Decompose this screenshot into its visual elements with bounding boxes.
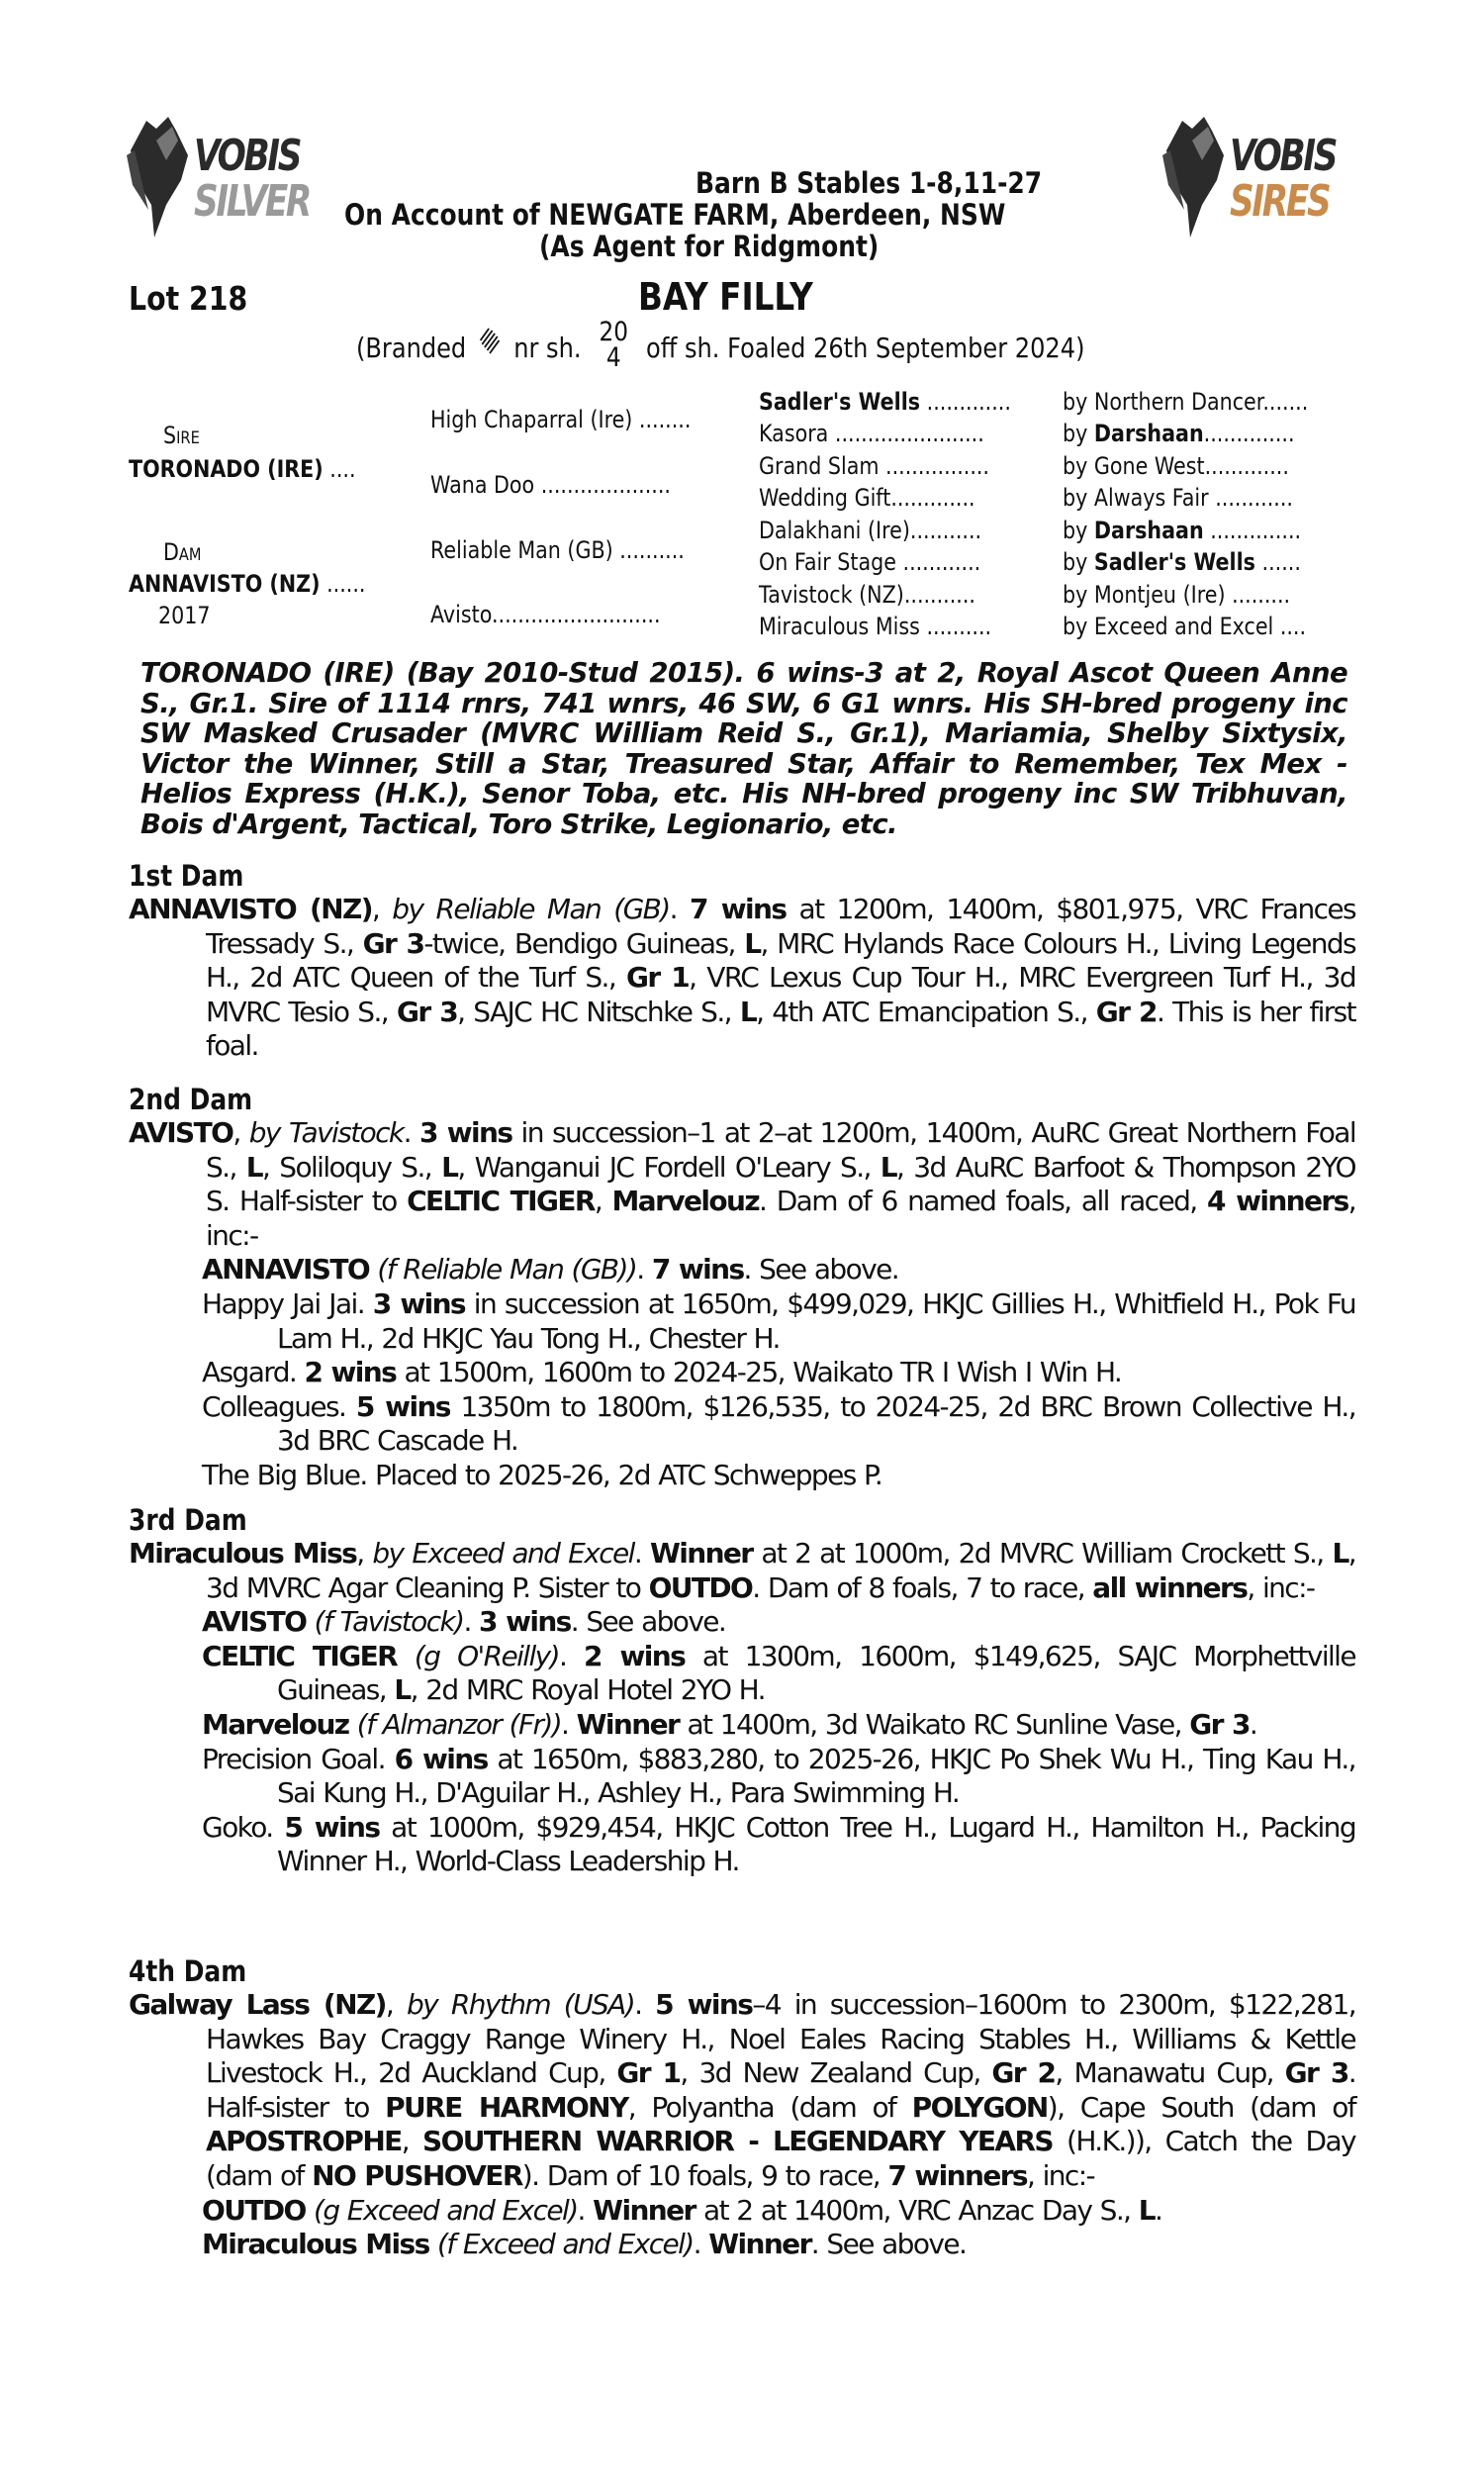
text-run: Gr 3 xyxy=(1284,2056,1348,2090)
pedigree-gen3-dam-line xyxy=(759,452,989,480)
text-run: by Tavistock xyxy=(248,1116,404,1149)
text-run: 7 winners xyxy=(887,2158,1027,2192)
text-run: SOUTHERN WARRIOR - LEGENDARY YEARS xyxy=(422,2125,1054,2158)
by-label: by xyxy=(1063,517,1094,544)
text-run: Winner xyxy=(576,1707,680,1741)
text-run: at 1200m, 1400m, $801,975, VRC Frances Tressady S., xyxy=(206,893,1355,960)
pedigree-gen3-dam-line xyxy=(759,613,991,640)
text-run: Winner xyxy=(593,2193,696,2227)
text-run: 3 wins xyxy=(372,1286,465,1320)
sire-label: Sire xyxy=(163,422,200,449)
text-run: . xyxy=(669,893,690,925)
text-run: . xyxy=(1249,1707,1257,1741)
text-run: at 1300m, 1600m, $149,625, SAJC Morphettville Guineas, xyxy=(277,1639,1355,1707)
brand-mark-icon xyxy=(477,327,503,356)
text-run: . Half-sister to xyxy=(206,2056,1356,2124)
pedigree-gen3-sire: Montjeu (Ire) xyxy=(1093,581,1226,609)
text-run: APOSTROPHE xyxy=(206,2125,402,2158)
text-run: . See above. xyxy=(810,2228,967,2261)
pedigree-gen3-name: Grand Slam xyxy=(759,452,880,480)
text-run: L xyxy=(744,926,761,960)
text-run: 2 wins xyxy=(584,1639,686,1672)
text-run: all winners xyxy=(1092,1570,1248,1604)
branding-line: (Branded nr sh. 20 4 off sh. Foaled 26th September 2024) xyxy=(356,317,1085,373)
text-run: –4 in succession–1600m to 2300m, $122,281, Hawkes Bay Craggy Range Winery H., Noel Eales Racing Stables H., Williams & Kettle Livestock H., 2d Auckland Cup, xyxy=(206,1988,1356,2090)
text-run: PURE HARMONY xyxy=(385,2090,628,2124)
text-run: . Dam of 6 named foals, all raced, xyxy=(759,1185,1207,1218)
text-run xyxy=(306,1605,314,1638)
pedigree-gen3-sire-line xyxy=(1063,388,1308,416)
progeny-entry xyxy=(129,1605,1355,1640)
text-run: Colleagues. xyxy=(202,1389,356,1423)
text-run: L xyxy=(1138,2193,1155,2227)
text-run: OUTDO xyxy=(648,1570,753,1604)
dam-section xyxy=(129,1503,1355,1879)
text-run: in succession–1 at 2–at 1200m, 1400m, AuRC Great Northern Foal S., xyxy=(206,1116,1356,1184)
pedigree-gen3-sire-line xyxy=(1063,484,1293,512)
progeny-entry xyxy=(129,1356,1355,1390)
text-run: (f Tavistock) xyxy=(314,1605,464,1639)
text-run: -twice, Bendigo Guineas, xyxy=(423,926,745,960)
dam-entry xyxy=(129,893,1355,1064)
text-run: Happy Jai Jai. xyxy=(202,1286,373,1320)
pedigree-gen3-sire-line xyxy=(1063,581,1290,609)
dam-heading: 1st Dam xyxy=(129,859,244,893)
progeny-entry xyxy=(129,1708,1355,1743)
text-run: 1350m to 1800m, $126,535, to 2024-25, 2d BRC Brown Collective H., 3d BRC Cascade H. xyxy=(277,1389,1355,1458)
text-run: . xyxy=(558,1639,585,1672)
text-run: , Wanganui JC Fordell O'Leary S., xyxy=(457,1150,881,1184)
text-run: Gr 1 xyxy=(616,2056,681,2090)
text-run: , 3d AuRC Barfoot & Thompson 2YO S. Half-sister to xyxy=(206,1150,1355,1218)
pedigree-gen3-name: Wedding Gift xyxy=(759,484,891,512)
text-run xyxy=(429,2228,437,2260)
dam-section xyxy=(129,859,1355,1064)
pedigree-gen3-sire: Northern Dancer xyxy=(1093,388,1263,416)
vobis-silver-logo: VOBIS SILVER xyxy=(127,111,325,239)
text-run: (f Almanzor (Fr)) xyxy=(356,1707,562,1741)
progeny-entry xyxy=(129,1253,1355,1287)
text-run: . See above. xyxy=(743,1253,899,1286)
pedigree-gen3-dam-line xyxy=(759,484,975,512)
text-run: L xyxy=(1332,1537,1348,1570)
text-run: Gr 3 xyxy=(362,926,424,960)
text-run: , 3d New Zealand Cup, xyxy=(680,2056,992,2090)
text-run: Gr 2 xyxy=(991,2056,1056,2090)
pedigree-gen2-item: Avisto.......................... xyxy=(430,601,661,628)
text-run: at 1400m, 3d Waikato RC Sunline Vase, xyxy=(679,1707,1190,1741)
pedigree-gen2-item: Wana Doo .................... xyxy=(430,471,671,499)
text-run: (g Exceed and Excel) xyxy=(314,2193,578,2227)
horse-rider-icon xyxy=(1162,111,1232,239)
text-run: OUTDO xyxy=(202,2193,306,2227)
text-run: ANNAVISTO (NZ) xyxy=(129,893,372,925)
progeny-entry xyxy=(129,1287,1355,1356)
text-run: . xyxy=(633,1537,650,1570)
by-label: by xyxy=(1063,613,1094,640)
sire-summary: TORONADO (IRE) (Bay 2010-Stud 2015). 6 wins-3 at 2, Royal Ascot Queen Anne S., Gr.1. Sire of 1114 rnrs, 741 wnrs, 46 SW, 6 G1 wnrs. His SH-bred progeny inc SW Masked Crusader (MVRC William Reid S., Gr.1), Mariamia, Shelby Sixtysix, Victor the Winner, Still a Star, Treasured Star, Affair to Remember, Tex Mex - Helios Express (H.K.), Senor Toba, etc. His NH-bred progeny inc SW Tribhuvan, Bois d'Argent, Tactical, Toro Strike, Legionario, etc. xyxy=(140,657,1347,840)
pedigree-gen3-name: Sadler's Wells xyxy=(759,388,921,416)
text-run: . This is her first foal. xyxy=(206,995,1356,1063)
text-run: (H.K.)), Catch the Day (dam of xyxy=(206,2125,1355,2192)
text-run: ANNAVISTO xyxy=(202,1253,370,1286)
leader-dots: .......... xyxy=(919,613,992,640)
pedigree-gen3-sire-line xyxy=(1063,613,1306,640)
text-run: . xyxy=(577,2193,594,2227)
by-label: by xyxy=(1063,452,1094,480)
logo-subtitle-sires: SIRES xyxy=(1230,176,1330,227)
text-run: by Exceed and Excel xyxy=(372,1537,634,1570)
dam-heading: 3rd Dam xyxy=(129,1503,247,1537)
text-run: at 1000m, $929,454, HKJC Cotton Tree H., Lugard H., Hamilton H., Packing Winner H., World-Class Leadership H. xyxy=(277,1810,1355,1878)
text-run: 3 wins xyxy=(418,1116,512,1149)
by-label: by xyxy=(1063,548,1094,576)
text-run: at 2 at 1400m, VRC Anzac Day S., xyxy=(695,2193,1139,2227)
text-run: 6 wins xyxy=(394,1742,488,1775)
dam-year: 2017 xyxy=(158,602,211,629)
text-run: AVISTO xyxy=(129,1116,233,1149)
leader-dots: ....... xyxy=(1262,388,1309,416)
text-run: , MRC Hylands Race Colours H., Living Legends H., 2d ATC Queen of the Turf S., xyxy=(206,926,1356,995)
pedigree-gen3-sire: Darshaan xyxy=(1093,420,1204,447)
pedigree-gen3-sire-line xyxy=(1063,452,1289,480)
horse-title: BAY FILLY xyxy=(638,275,813,319)
sire-name: TORONADO (IRE) .... xyxy=(129,455,356,483)
dam-entry xyxy=(129,1988,1355,2194)
text-run: at 2 at 1000m, 2d MVRC William Crockett S., xyxy=(752,1537,1333,1570)
leader-dots: ......... xyxy=(1225,581,1291,609)
dam-label: Dam xyxy=(163,538,202,566)
dam-entry xyxy=(129,1116,1355,1253)
text-run: CELTIC TIGER xyxy=(202,1639,398,1672)
vendor-line: On Account of NEWGATE FARM, Aberdeen, NSW xyxy=(344,198,1006,232)
text-run: . xyxy=(634,1988,656,2021)
pedigree-gen3-sire: Gone West xyxy=(1093,452,1205,480)
text-run: , 3d MVRC Agar Cleaning P. Sister to xyxy=(206,1537,1355,1604)
progeny-entry xyxy=(129,1390,1355,1459)
text-run: Gr 3 xyxy=(1189,1707,1250,1741)
progeny-entry xyxy=(129,1811,1355,1879)
text-run xyxy=(397,1640,415,1672)
text-run: POLYGON xyxy=(911,2090,1048,2124)
pedigree-gen2-item: Reliable Man (GB) .......... xyxy=(430,536,685,564)
text-run: , xyxy=(401,2125,422,2158)
text-run: . xyxy=(403,1116,419,1149)
text-run: , xyxy=(232,1116,249,1149)
leader-dots: ............. xyxy=(920,388,1011,416)
pedigree-gen3-dam-line xyxy=(759,388,1011,416)
horse-rider-icon xyxy=(127,111,196,239)
text-run: . See above. xyxy=(570,1605,726,1639)
logo-subtitle-silver: SILVER xyxy=(194,176,311,227)
agent-line: (As Agent for Ridgmont) xyxy=(539,230,880,263)
pedigree-gen3-name: Kasora xyxy=(759,420,829,447)
leader-dots: ............ xyxy=(895,548,981,576)
text-run: L xyxy=(880,1150,897,1184)
text-run: 5 wins xyxy=(284,1810,380,1844)
pedigree-gen3-sire-line xyxy=(1063,420,1295,447)
pedigree-gen3-sire: Exceed and Excel xyxy=(1093,613,1274,640)
pedigree-gen3-dam-line xyxy=(759,581,975,609)
pedigree-gen3-name: Tavistock (NZ) xyxy=(759,581,904,609)
text-run: Winner xyxy=(708,2228,811,2261)
text-run: Miraculous Miss xyxy=(129,1537,357,1570)
text-run: (f Reliable Man (GB)) xyxy=(377,1253,637,1286)
text-run: L xyxy=(739,995,757,1028)
text-run: Asgard. xyxy=(202,1356,305,1389)
text-run: , Soliloquy S., xyxy=(262,1150,442,1184)
text-run: , VRC Lexus Cup Tour H., MRC Evergreen Turf H., 3d MVRC Tesio S., xyxy=(206,961,1355,1028)
leader-dots: ...... xyxy=(1254,548,1301,576)
by-label: by xyxy=(1063,388,1094,416)
leader-dots: .............. xyxy=(1203,420,1295,447)
progeny-entry xyxy=(129,2194,1355,2229)
progeny-entry xyxy=(129,2228,1355,2262)
pedigree-gen2-item: High Chaparral (Ire) ........ xyxy=(430,406,692,433)
text-run: Marvelouz xyxy=(202,1707,349,1741)
text-run: 5 wins xyxy=(355,1389,450,1423)
leader-dots: .............. xyxy=(1203,517,1302,544)
text-run: L xyxy=(245,1150,262,1184)
text-run: Winner xyxy=(649,1537,753,1570)
text-run: by Rhythm (USA) xyxy=(406,1988,635,2021)
text-run: Gr 2 xyxy=(1095,995,1157,1028)
dam-heading: 2nd Dam xyxy=(129,1083,253,1116)
text-run: Precision Goal. xyxy=(202,1742,395,1775)
text-run: . Dam of 8 foals, 7 to race, xyxy=(752,1570,1093,1604)
text-run: 7 wins xyxy=(651,1253,744,1286)
text-run: , inc:- xyxy=(206,1185,1355,1252)
text-run: 4 winners xyxy=(1206,1185,1348,1218)
text-run xyxy=(306,2194,314,2227)
text-run: 3 wins xyxy=(479,1605,571,1639)
pedigree-gen3-sire-line xyxy=(1063,548,1301,576)
leader-dots: ............ xyxy=(1208,484,1293,512)
pedigree-gen3-name: Miraculous Miss xyxy=(759,613,920,640)
leader-dots: ............. xyxy=(890,484,975,512)
leader-dots: ............. xyxy=(1204,452,1289,480)
progeny-entry xyxy=(129,1640,1355,1708)
dam-section xyxy=(129,1083,1355,1493)
pedigree-gen3-dam-line xyxy=(759,548,980,576)
text-run: The Big Blue. Placed to 2025-26, 2d ATC Schweppes P. xyxy=(202,1458,882,1491)
pedigree-gen3-sire: Darshaan xyxy=(1093,517,1204,544)
dam-name: ANNAVISTO (NZ) ...... xyxy=(129,570,366,598)
text-run: CELTIC TIGER xyxy=(407,1185,595,1218)
text-run: Goko. xyxy=(202,1810,285,1844)
text-run: 2 wins xyxy=(304,1356,397,1389)
pedigree-gen3-dam-line xyxy=(759,420,984,447)
text-run xyxy=(348,1708,356,1741)
text-run: at 1650m, $883,280, to 2025-26, HKJC Po Shek Wu H., Ting Kau H., Sai Kung H., D'Aguilar H., Ashley H., Para Swimming H. xyxy=(277,1742,1355,1810)
dam-heading: 4th Dam xyxy=(129,1954,247,1988)
text-run: Galway Lass (NZ) xyxy=(129,1988,386,2021)
lot-number: Lot 218 xyxy=(129,279,248,318)
text-run: , Manawatu Cup, xyxy=(1055,2056,1285,2090)
text-run: Gr 1 xyxy=(625,961,690,995)
vobis-sires-logo: VOBIS SIRES xyxy=(1162,111,1360,239)
text-run: , xyxy=(385,1988,407,2021)
text-run: (g O'Reilly) xyxy=(414,1639,559,1672)
dam-section xyxy=(129,1954,1355,2262)
text-run: ), Cape South (dam of xyxy=(1047,2090,1355,2124)
text-run: . xyxy=(693,2228,709,2261)
text-run: Gr 3 xyxy=(396,995,458,1028)
text-run: Marvelouz xyxy=(611,1185,760,1218)
leader-dots: ........... xyxy=(909,517,982,544)
text-run: . xyxy=(1154,2193,1162,2227)
leader-dots: .... xyxy=(1273,613,1307,640)
text-run: 7 wins xyxy=(689,893,787,925)
text-run: , inc:- xyxy=(1247,1570,1315,1604)
text-run: L xyxy=(394,1673,411,1707)
progeny-entry xyxy=(129,1743,1355,1811)
leader-dots: ........... xyxy=(903,581,975,609)
pedigree-gen3-name: Dalakhani (Ire) xyxy=(759,517,910,544)
brand-fraction: 20 4 xyxy=(599,317,629,373)
text-run: , 4th ATC Emancipation S., xyxy=(756,995,1096,1028)
text-run: , xyxy=(371,893,393,925)
text-run: , xyxy=(594,1185,612,1218)
text-run: , Polyantha (dam of xyxy=(627,2090,912,2124)
text-run: ). Dam of 10 foals, 9 to race, xyxy=(521,2158,888,2192)
text-run: , inc:- xyxy=(1027,2158,1095,2192)
text-run: . xyxy=(636,1253,652,1286)
by-label: by xyxy=(1063,484,1094,512)
text-run: (f Exceed and Excel) xyxy=(436,2228,694,2261)
text-run: , xyxy=(356,1537,373,1570)
text-run: by Reliable Man (GB) xyxy=(392,893,670,925)
text-run: Miraculous Miss xyxy=(202,2228,429,2261)
text-run: . xyxy=(561,1707,577,1741)
text-run: at 1500m, 1600m to 2024-25, Waikato TR I Wish I Win H. xyxy=(396,1356,1122,1389)
by-label: by xyxy=(1063,581,1094,609)
pedigree-gen3-sire: Sadler's Wells xyxy=(1093,548,1255,576)
by-label: by xyxy=(1063,420,1094,447)
text-run: , 2d MRC Royal Hotel 2YO H. xyxy=(410,1673,765,1707)
text-run: , SAJC HC Nitschke S., xyxy=(457,995,740,1028)
pedigree-gen3-sire: Always Fair xyxy=(1093,484,1209,512)
leader-dots: ....................... xyxy=(828,420,984,447)
progeny-entry xyxy=(129,1459,1355,1493)
text-run: . xyxy=(463,1605,480,1639)
leader-dots: ................ xyxy=(879,452,990,480)
stable-location: Barn B Stables 1-8,11-27 xyxy=(696,166,1043,200)
text-run: AVISTO xyxy=(202,1605,307,1639)
text-run: L xyxy=(441,1150,458,1184)
text-run: 5 wins xyxy=(655,1988,753,2021)
pedigree-gen3-name: On Fair Stage xyxy=(759,548,896,576)
pedigree-gen3-dam-line xyxy=(759,517,981,544)
text-run: in succession at 1650m, $499,029, HKJC Gillies H., Whitfield H., Pok Fu Lam H., 2d HKJC Yau Tong H., Chester H. xyxy=(277,1286,1355,1355)
text-run: NO PUSHOVER xyxy=(312,2158,522,2192)
dam-entry xyxy=(129,1537,1355,1605)
pedigree-gen3-sire-line xyxy=(1063,517,1301,544)
